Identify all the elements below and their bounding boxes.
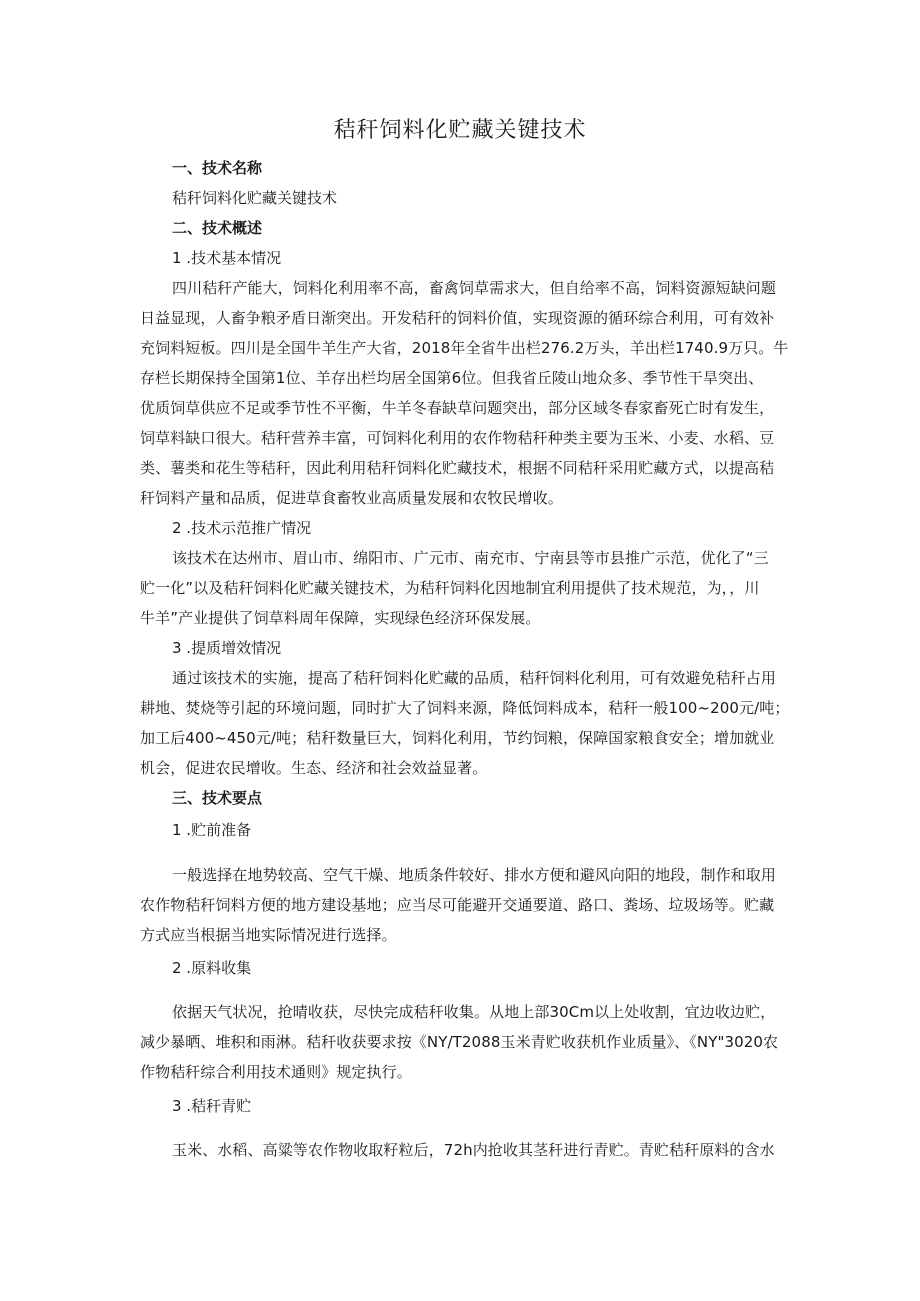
paragraph-line: 一般选择在地势较高、空气干燥、地质条件较好、排水方便和避风向阳的地段，制作和取用	[172, 866, 777, 884]
subheading-basic-situation: 1 .技术基本情况	[172, 249, 282, 267]
subheading-quality-efficiency: 3 .提质增效情况	[172, 639, 282, 657]
paragraph-line: 贮一化”以及秸秆饲料化贮藏关键技术，为秸秆饲料化因地制宜利用提供了技术规范，为，，川	[140, 579, 760, 597]
paragraph-line: 依据天气状况，抢晴收获，尽快完成秸秆收集。从地上部30Cm以上处收割，宜边收边贮，	[172, 1003, 776, 1021]
paragraph-line: 该技术在达州市、眉山市、绵阳市、广元市、南充市、宁南县等市县推广示范，优化了“三	[172, 549, 769, 567]
subheading-demo-promotion: 2 .技术示范推广情况	[172, 519, 312, 537]
paragraph-line: 方式应当根据当地实际情况进行选择。	[140, 926, 397, 944]
paragraph-quality-efficiency	[140, 663, 790, 783]
paragraph-line: 机会，促进农民增收。生态、经济和社会效益显著。	[140, 759, 488, 777]
paragraph-line: 日益显现，人畜争粮矛盾日渐突出。开发秸秆的饲料价值，实现资源的循环综合利用，可有效补	[140, 309, 775, 327]
tech-name-text: 秸秆饲料化贮藏关键技术	[172, 189, 338, 207]
paragraph-line: 加工后400~450元/吨；秸秆数量巨大，饲料化利用，节约饲粮，保障国家粮食安全；增加就业	[140, 729, 775, 747]
paragraph-line: 四川秸秆产能大，饲料化利用率不高，畜禽饲草需求大，但自给率不高，饲料资源短缺问题	[172, 279, 777, 297]
paragraph-line: 类、薯类和花生等秸秆，因此利用秸秆饲料化贮藏技术，根据不同秸秆采用贮藏方式，以提高秸	[140, 459, 775, 477]
section-heading-key-points: 三、技术要点	[172, 789, 263, 807]
paragraph-line: 减少暴晒、堆积和雨淋。秸秆收获要求按《NY/T2088玉米青贮收获机作业质量》、《NY"3020农	[140, 1033, 779, 1051]
paragraph-line: 牛羊”产业提供了饲草料周年保障，实现绿色经济环保发展。	[140, 609, 541, 627]
paragraph-line: 饲草料缺口很大。秸秆营养丰富，可饲料化利用的农作物秸秆种类主要为玉米、小麦、水稻、豆	[140, 429, 775, 447]
section-heading-overview: 二、技术概述	[172, 219, 263, 237]
paragraph-basic-situation	[140, 273, 789, 513]
paragraph-line: 秆饲料产量和品质，促进草食畜牧业高质量发展和农牧民增收。	[140, 489, 563, 507]
paragraph-line: 农作物秸秆饲料方便的地方建设基地；应当尽可能避开交通要道、路口、粪场、垃圾场等。贮藏	[140, 896, 775, 914]
paragraph-demo-promotion	[140, 543, 769, 633]
paragraph-pre-storage	[140, 860, 777, 950]
paragraph-raw-material	[140, 997, 779, 1087]
paragraph-line: 耕地、焚烧等引起的环境问题，同时扩大了饲料来源，降低饲料成本，秸秆一般100~200元/吨；	[140, 699, 790, 717]
paragraph-line: 玉米、水稻、高粱等农作物收取籽粒后，72h内抢收其茎秆进行青贮。青贮秸秆原料的含水	[172, 1141, 775, 1159]
subheading-pre-storage: 1 .贮前准备	[172, 821, 252, 839]
paragraph-line: 作物秸秆综合利用技术通则》规定执行。	[140, 1063, 412, 1081]
subheading-raw-material: 2 .原料收集	[172, 959, 252, 977]
subheading-silage: 3 .秸秆青贮	[172, 1097, 252, 1115]
paragraph-line: 通过该技术的实施，提高了秸秆饲料化贮藏的品质，秸秆饲料化利用，可有效避免秸秆占用	[172, 669, 777, 687]
paragraph-line: 优质饲草供应不足或季节性不平衡，牛羊冬春缺草问题突出，部分区域冬春家畜死亡时有发生，	[140, 399, 775, 417]
paragraph-line: 充饲料短板。四川是全国牛羊生产大省，2018年全省牛出栏276.2万头，羊出栏1740.9万只。牛	[140, 339, 789, 357]
paragraph-line: 存栏长期保持全国第1位、羊存出栏均居全国第6位。但我省丘陵山地众多、季节性干旱突出、	[140, 369, 764, 387]
section-heading-tech-name: 一、技术名称	[172, 159, 263, 177]
page-title: 秸秆饲料化贮藏关键技术	[333, 118, 587, 143]
paragraph-silage	[172, 1135, 775, 1165]
